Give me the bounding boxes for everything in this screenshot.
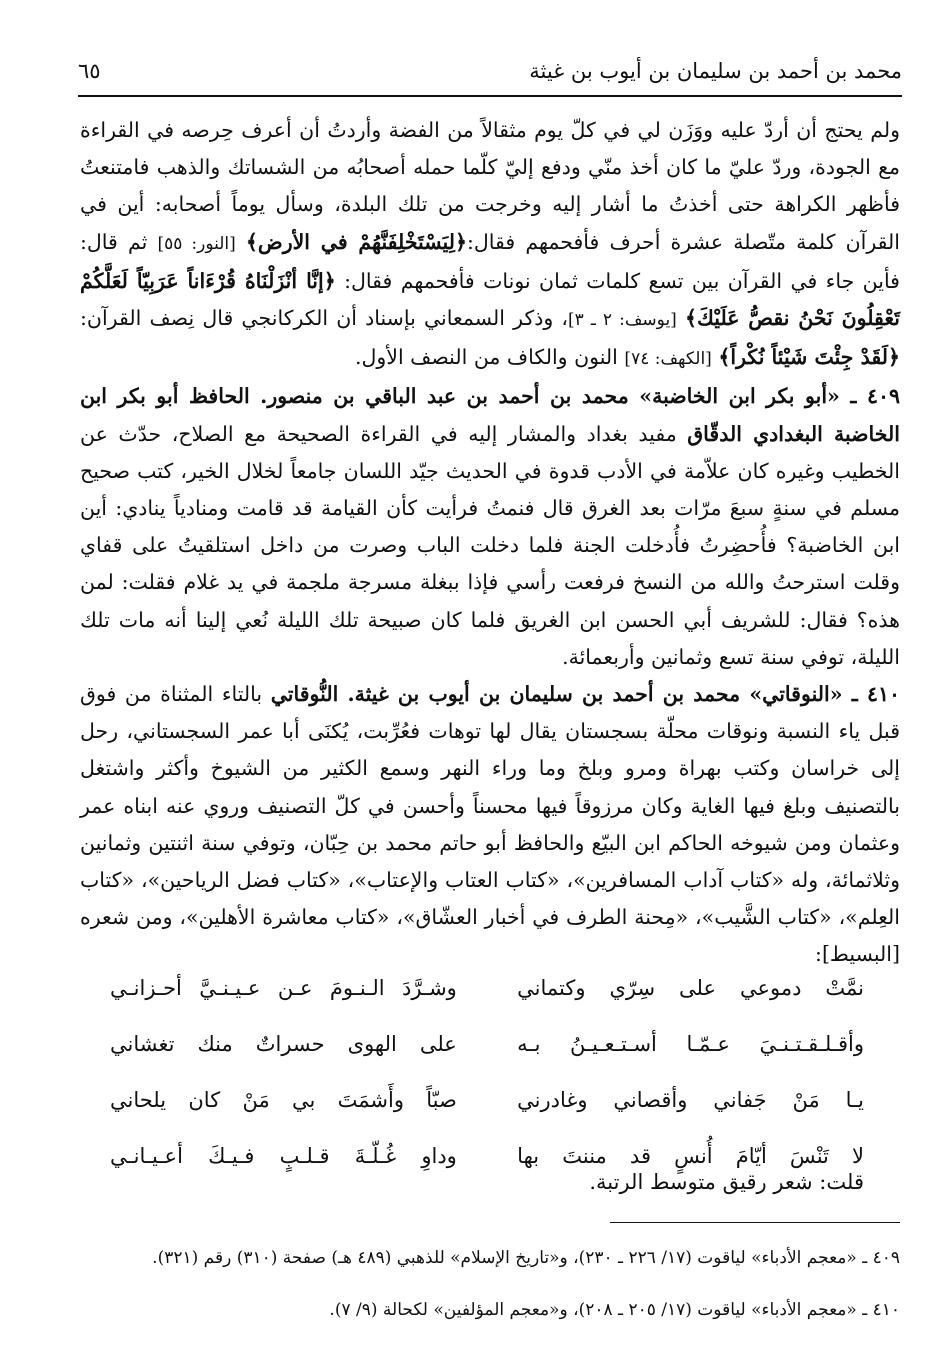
intro-paragraph	[80, 112, 900, 378]
entry-409-text: مفيد بغداد والمشار إليه في القراءة الصحيحة مع الصلاح، حدّث عن الخطيب وغيره كان علاّمة في الأدب قدوة في الحديث جيّد اللسان جامعاً لخلال الخير، كتب صحيح مسلم في سنةٍ سبعَ مرّات بعد الغرق قال فنمتُ فرأيت كأن القيامة قد قامت ومنادياً ينادي: أين ابن الخاضبة؟ فأُحضِرتُ فأُدخلت الجنة فلما دخلت الباب وصرت من داخل استلقيتُ على قفاي وقلت استرحتُ والله من النسخ فرفعت رأسي فإذا ببغلة مسرجة ملجمة في يد غلام فقلت: لمن هذه؟ فقال: للشريف أبي الحسن ابن الغريق فلما كان صبيحة تلك الليلة نُعي إلينا أنه مات تلك الليلة، توفي سنة تسع وثمانين وأربعمائة.	[80, 421, 900, 669]
footnote-409: ٤٠٩ ـ «معجم الأدباء» لياقوت (١٧/ ٢٢٦ ـ ٢٣٠)، و«تاريخ الإسلام» للذهبي (٤٨٩ هـ) صفحة (٣١٠) رقم (٣٢١).	[152, 1248, 900, 1268]
poem-verse	[110, 960, 864, 1016]
verse-second-hemistich: وشـرَّدَ الـنـومَ عـن عـيـنـيَّ أحـزانـي	[110, 976, 457, 1000]
verse-first-hemistich: لا تَنْسَ أيّامَ أُنسٍ قد مننتَ بها	[517, 1144, 864, 1168]
footnotes	[80, 1232, 900, 1336]
verse-second-hemistich: وداوِ غُـلّـةَ قـلـبٍ فـيـكَ أعـيـانـي	[110, 1144, 457, 1168]
entry-410	[80, 676, 900, 974]
intro-text-2: ثم قال: فأين جاء في القرآن بين تسع كلمات ثمان نونات فأفحمهم فقال:	[80, 229, 900, 293]
intro-text-3: ، وذكر السمعاني بإسناد أن الكركانجي قال نِصف القرآن:	[80, 306, 569, 331]
main-text	[80, 112, 900, 974]
verse-first-hemistich: وأقـلـقـتـنـيَ عـمّـا أسـتـعـيـنُ بـه	[517, 1032, 864, 1056]
intro-text-4: النون والكاف من النصف الأول.	[354, 345, 618, 370]
footnote-divider	[610, 1222, 900, 1223]
poem-verse	[110, 1072, 864, 1128]
verse-second-hemistich: صبّاً وأَشمَتَ بي مَنْ كان يلحاني	[110, 1088, 457, 1112]
verse-first-hemistich: يـا مَنْ جَفاني وأقصاني وغادرني	[517, 1088, 864, 1112]
header-divider	[78, 95, 902, 97]
quran-ref-3: [الكهف: ٧٤]	[624, 349, 712, 370]
quran-ref-1: [النور: ٥٥]	[157, 233, 236, 254]
running-title: محمد بن أحمد بن سليمان بن أيوب بن غيثة	[529, 59, 902, 83]
poem	[110, 960, 864, 1184]
entry-409-heading: ٤٠٩ ـ «أبو بكر ابن الخاضبة» محمد بن أحمد بن عبد الباقي بن منصور. الحافظ أبو بكر ابن الخاضبة البغدادي الدقّاق	[80, 384, 900, 446]
poem-verse	[110, 1016, 864, 1072]
footnote-410: ٤١٠ ـ «معجم الأدباء» لياقوت (١٧/ ٢٠٥ ـ ٢٠٨)، و«معجم المؤلفين» لكحالة (٩/ ٧).	[329, 1300, 900, 1320]
quran-quote-1: ﴿لِيَسْتَخْلِفَنَّهُمْ في الأرض﴾	[245, 229, 467, 254]
verse-second-hemistich: على الهوى حسراتٌ منك تغشاني	[110, 1032, 457, 1056]
page-header	[78, 52, 902, 90]
closing-remark: قلت: شعر رقيق متوسط الرتبة.	[589, 1170, 864, 1194]
entry-410-heading: ٤١٠ ـ «النوقاتي» محمد بن أحمد بن سليمان بن أيوب بن غيثة. النُّوقاتي	[270, 682, 900, 707]
entry-410-text: بالتاء المثناة من فوق قبل ياء النسبة ونوقات محلّة بسجستان يقال لها توهات فعُرِّبت، يُكنَى أبا عمر السجستاني، رحل إلى خراسان وكتب بهراة ومرو وبلخ وما وراء النهر وسمع الكثير من الشيوخ وأكثر واشتغل بالتصنيف وبلغ فيها الغاية وكان مرزوقاً فيها محسناً وأحسن في كلّ التصنيف وروي عنه ابناه عمر وعثمان ومن شيوخه الحاكم ابن البيّع والحافظ أبو حاتم محمد بن حِبّان، وتوفي سنة اثنتين وثمانين وثلاثمائة، وله «كتاب آداب المسافرين»، «كتاب العتاب والإعتاب»، «كتاب فضل الرياحين»، «كتاب العِلم»، «كتاب الشَّيب»، «مِحنة الطرف في أخبار العشّاق»، «كتاب معاشرة الأهلين»، ومن شعره [البسيط]:	[80, 682, 900, 967]
intro-text-1: ولم يحتج أن أردّ عليه ووَزَن لي في كلّ يوم مثقالاً من الفضة وأردتُ أن أعرف حِرصه في القراءة مع الجودة، وردّ عليّ ما كان أخذ منّي ودفع إليّ كلّما حمله أصحابُه من الشساتك والذهب فامتنعتُ فأظهر الكراهة حتى أخذتُ ما أشار إليه وخرجت من تلك البلدة، وسأل يوماً أصحابه: أين في القرآن كلمة متّصلة عشرة أحرف فأفحمهم فقال:	[80, 118, 900, 254]
verse-first-hemistich: نمَّتْ دموعي على سِرّي وكتماني	[517, 976, 864, 1000]
quran-quote-3: ﴿لَقَدْ جِئْتَ شَيْئاً نُكْراً﴾	[718, 345, 900, 370]
quran-quote-2: ﴿إنَّا أنْزَلْنَاهُ قُرْءَاناً عَرَبِيّاً لَعَلَّكُمْ تَعْقِلُونَ نَحْنُ نقصُّ عَلَيْكَ﴾	[80, 268, 900, 331]
entry-409	[80, 378, 900, 676]
page-number: ٦٥	[78, 59, 101, 83]
quran-ref-2: [يوسف: ٢ ـ ٣]	[568, 310, 677, 331]
